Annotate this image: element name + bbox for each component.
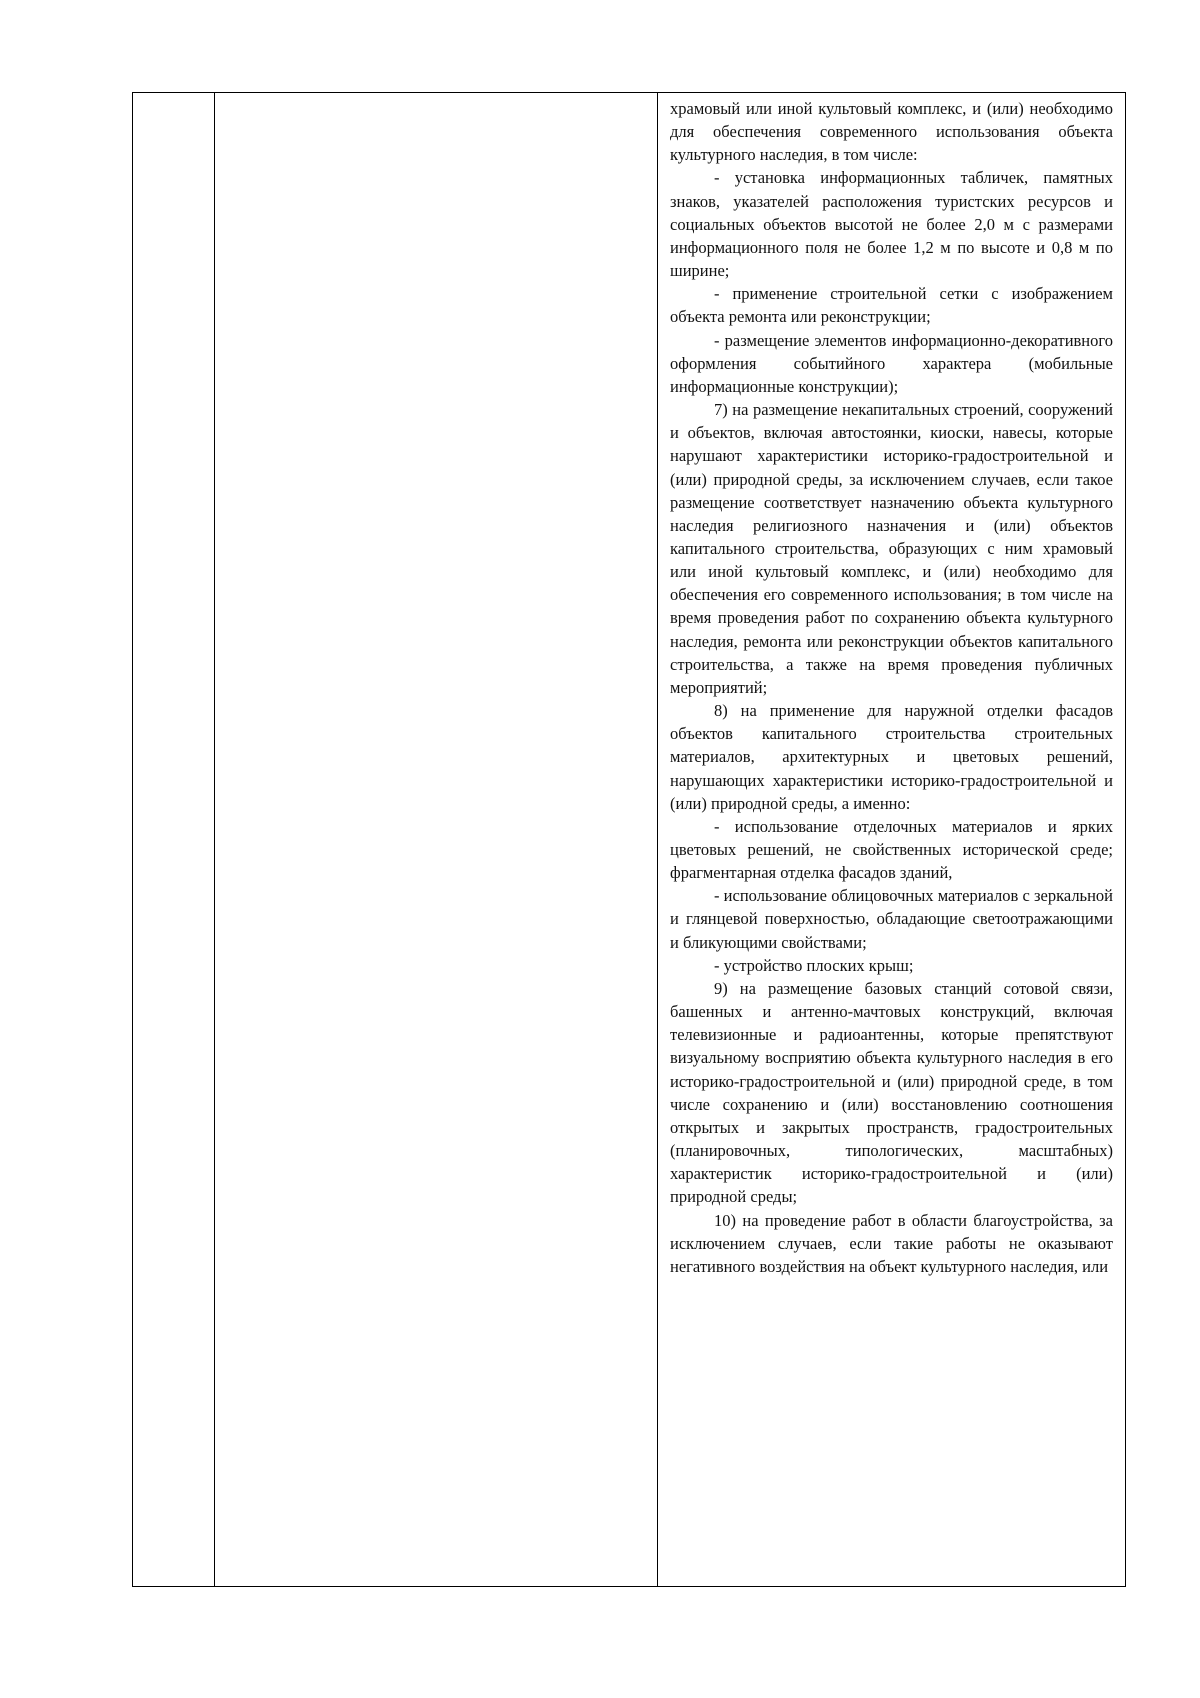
requirements-cell [658,93,1126,1587]
paragraph: 7) на размещение некапитальных строений, сооружений и объектов, включая автостоянки, киоски, навесы, которые нарушают характеристики историко-градостроительной и (или) природной среды, за исключением случаев, если такое размещение соответствует назначению объекта культурного наследия религиозного назначения и (или) объектов капитального строительства, образующих с ним храмовый или иной культовый комплекс, и (или) необходимо для обеспечения его современного использования; в том числе на время проведения работ по сохранению объекта культурного наследия, ремонта или реконструкции объектов капитального строительства, а также на время проведения публичных мероприятий; [670,400,1113,697]
number-cell [133,93,215,1587]
paragraph: 9) на размещение базовых станций сотовой связи, башенных и антенно-мачтовых конструкций, включая телевизионные и радиоантенны, которые препятствуют визуальному восприятию объекта культурного наследия в его историко-градостроительной и (или) природной среде, в том числе сохранению и (или) восстановлению соотношения открытых и закрытых пространств, градостроительных (планировочных, типологических, масштабных) характеристик историко-градостроительной и (или) природной среды; [670,978,1113,1207]
paragraph: - использование облицовочных материалов с зеркальной и глянцевой поверхностью, обладающие светоотражающими и бликующими свойствами; [670,886,1113,952]
paragraph: - размещение элементов информационно-декоративного оформления событийного характера (мобильные информационные конструкции); [670,330,1113,396]
paragraph: - устройство плоских крыш; [714,955,914,975]
paragraph: храмовый или иной культовый комплекс, и (или) необходимо для обеспечения современного использования объекта культурного наследия, в том числе: [670,99,1113,165]
paragraph: - установка информационных табличек, памятных знаков, указателей расположения туристских ресурсов и социальных объектов высотой не более 2,0 м с размерами информационного поля не более 1,2 м по высоте и 0,8 м по ширине; [670,168,1113,281]
paragraph: - применение строительной сетки с изображением объекта ремонта или реконструкции; [670,284,1113,327]
regulations-table [132,92,1126,1587]
paragraph: 10) на проведение работ в области благоустройства, за исключением случаев, если такие работы не оказывают негативного воздействия на объект культурного наследия, или [670,1210,1113,1276]
table-row [133,93,1126,1587]
zone-cell [215,93,658,1587]
paragraph: - использование отделочных материалов и ярких цветовых решений, не свойственных исторической среде; фрагментарная отделка фасадов зданий, [670,816,1113,883]
paragraph: 8) на применение для наружной отделки фасадов объектов капитального строительства строительных материалов, архитектурных и цветовых решений, нарушающих характеристики историко-градостроительной и (или) природной среды, а именно: [670,701,1113,813]
